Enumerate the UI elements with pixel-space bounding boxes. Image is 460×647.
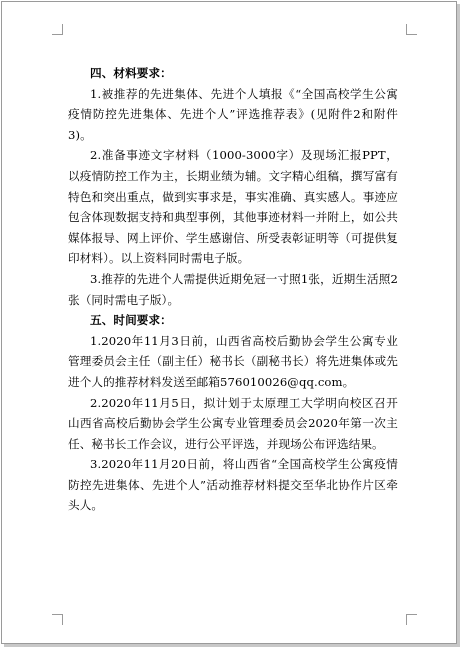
crop-mark-bottom-right — [406, 614, 417, 625]
section-5-item-1: 1.2020年11月3日前，山西省高校后勤协会学生公寓专业管理委员会主任（副主任）秘书长（副秘书长）将先进集体或先进个人的推荐材料发送至邮箱576010026@qq.com。 — [68, 333, 398, 389]
section-5-item-2: 2.2020年11月5日，拟计划于太原理工大学明向校区召开山西省高校后勤协会学生公寓专业管理委员会2020年第一次主任、秘书长工作会议，进行公平评选，并现场公布评选结果。 — [68, 395, 398, 451]
crop-mark-top-left — [52, 24, 63, 35]
section-5-heading: 五、时间要求： — [90, 313, 172, 328]
crop-mark-top-right — [406, 24, 417, 35]
section-5-item-3: 3.2020年11月20日前，将山西省“全国高校学生公寓疫情防控先进集体、先进个人”活动推荐材料提交至华北协作片区牵头人。 — [68, 457, 398, 513]
document-body — [68, 63, 398, 516]
crop-mark-bottom-left — [52, 614, 63, 625]
section-4-item-2: 2.准备事迹文字材料（1000-3000字）及现场汇报PPT，以疫情防控工作为主，长期业绩为辅。文字精心组稿，撰写富有特色和突出重点，做到实事求是，事实准确、真实感人。事迹应包含体现数据支持和典型事例，其他事迹材料一并附上，如公共媒体报导、网上评价、学生感谢信、所受表彰证明等（可提供复印材料）。以上资料同时需电子版。 — [68, 148, 398, 266]
section-4-item-1: 1.被推荐的先进集体、先进个人填报《“全国高校学生公寓疫情防控先进集体、先进个人”评选推荐表》(见附件2和附件3)。 — [68, 86, 398, 142]
section-4-heading: 四、材料要求： — [90, 66, 172, 80]
section-4-item-3: 3.推荐的先进个人需提供近期免冠一寸照1张，近期生活照2张（同时需电子版）。 — [68, 271, 398, 307]
